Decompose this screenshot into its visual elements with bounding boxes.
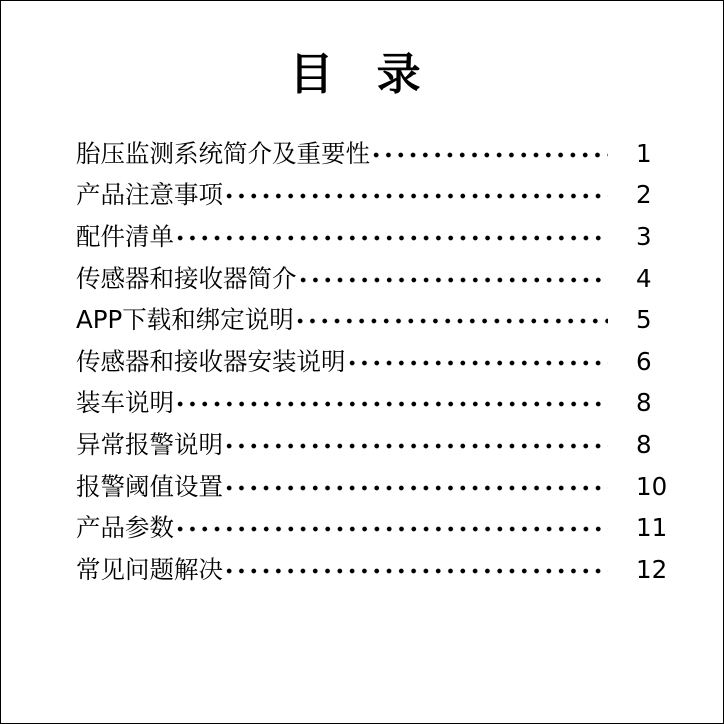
toc-entry [76,383,668,425]
toc-entry-label: 配件清单 [76,221,174,251]
toc-entry-page: 4 [636,263,652,293]
toc-entry-page: 8 [636,388,652,418]
toc-entry [76,258,668,300]
toc-dot-leader [294,318,608,324]
toc-entry [76,341,668,383]
toc-dot-leader [346,360,609,366]
toc-dot-leader [174,526,608,532]
toc-entry-label: 传感器和接收器安装说明 [76,346,346,376]
toc-entry [76,216,668,258]
toc-dot-leader [223,443,608,449]
toc-entry-page: 2 [636,180,652,210]
toc-entry-page: 1 [636,138,652,168]
toc-entry-label: 传感器和接收器简介 [76,263,297,293]
toc-entry-label: 异常报警说明 [76,429,223,459]
toc-dot-leader [174,235,608,241]
toc-entry-page: 8 [636,429,652,459]
toc-entry [76,133,668,175]
toc-dot-leader [297,277,609,283]
toc-entry-label: 报警阈值设置 [76,471,223,501]
toc-dot-leader [223,193,608,199]
toc-entry-label: 产品参数 [76,513,174,543]
toc-entry [76,299,668,341]
toc-entry-label: 胎压监测系统简介及重要性 [76,138,370,168]
toc-dot-leader [223,485,608,491]
table-of-contents [76,133,668,591]
toc-dot-leader [174,401,608,407]
toc-dot-leader [370,152,608,158]
page-title: 目 录 [289,49,435,100]
toc-entry-page: 11 [636,513,668,543]
toc-entry [76,549,668,591]
toc-entry [76,424,668,466]
toc-entry-label: 常见问题解决 [76,554,223,584]
toc-entry-page: 5 [636,305,652,335]
toc-entry [76,507,668,549]
toc-entry-page: 10 [636,471,668,501]
toc-entry [76,175,668,217]
toc-entry-label: APP下载和绑定说明 [76,305,294,335]
toc-entry [76,466,668,508]
toc-dot-leader [223,568,608,574]
toc-entry-label: 产品注意事项 [76,180,223,210]
toc-entry-label: 装车说明 [76,388,174,418]
toc-entry-page: 3 [636,221,652,251]
toc-entry-page: 12 [636,554,668,584]
toc-entry-page: 6 [636,346,652,376]
